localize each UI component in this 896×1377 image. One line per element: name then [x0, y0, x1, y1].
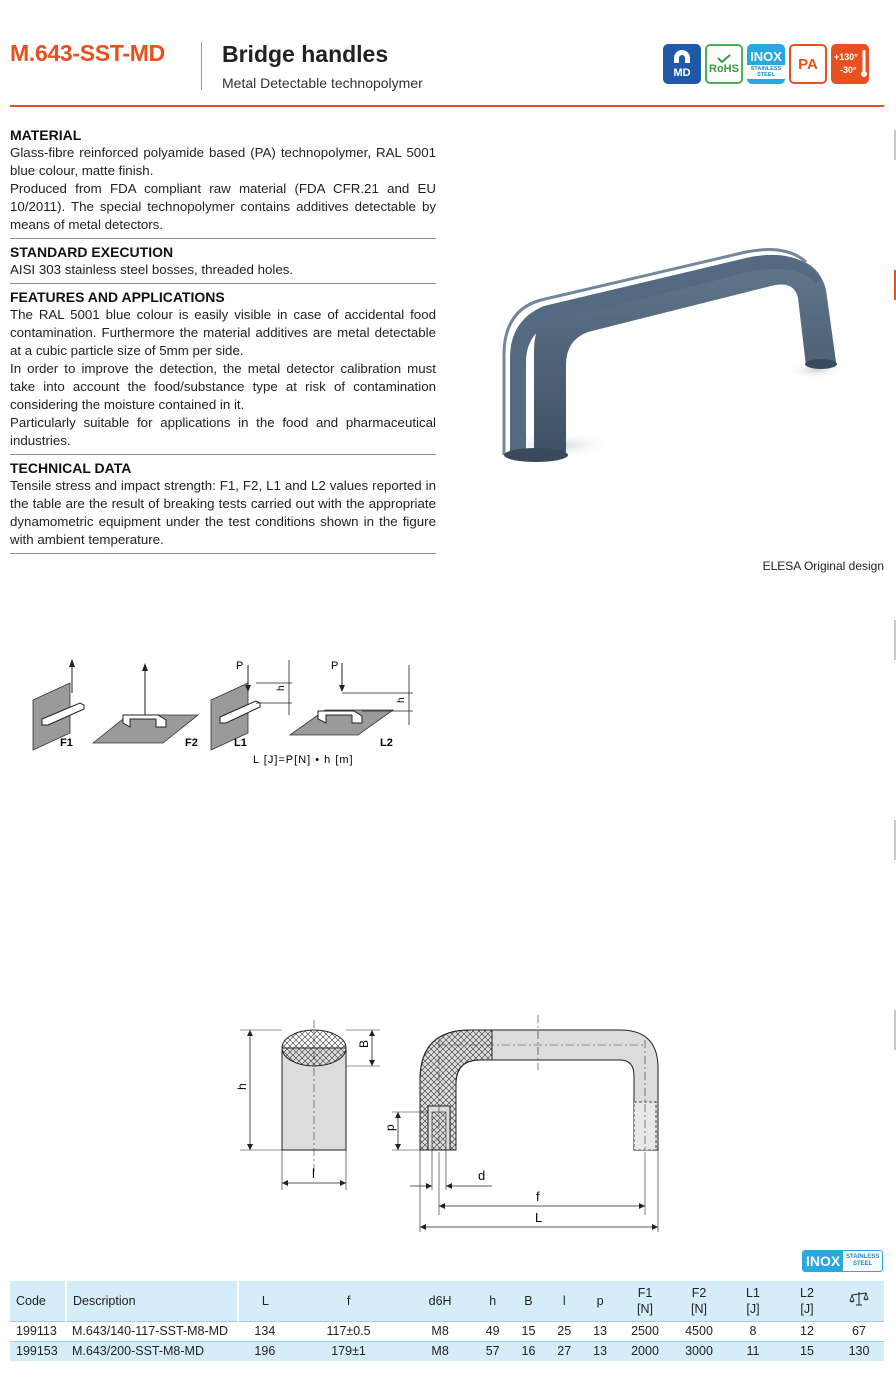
dimension-drawing	[230, 1010, 670, 1235]
col-header-weight	[834, 1281, 884, 1321]
table-cell: 11	[726, 1341, 780, 1361]
section-heading: STANDARD EXECUTION	[10, 244, 174, 260]
pa-badge	[789, 44, 827, 84]
dim-p: p	[383, 1124, 397, 1131]
front-view	[383, 1015, 658, 1232]
inox-tag-sub: STAINLESS STEEL	[846, 1254, 880, 1267]
section-heading: MATERIAL	[10, 127, 82, 143]
col-header: l	[546, 1281, 582, 1321]
magnet-icon	[671, 49, 693, 67]
table-cell: 4500	[672, 1321, 726, 1341]
section-paragraph: Produced from FDA compliant raw material (FDA CFR.21 and EU 10/2011). The special technopolymer contains additives detectable by means of metal detectors.	[10, 181, 436, 232]
table-cell: 179±1	[292, 1341, 406, 1361]
section-standard-execution	[10, 244, 436, 279]
inox-badge	[747, 44, 785, 84]
table-cell: 199113	[10, 1321, 66, 1341]
check-icon	[717, 54, 731, 63]
test-h-label: h	[276, 685, 287, 691]
dim-L: L	[535, 1210, 543, 1225]
md-badge	[663, 44, 701, 84]
table-cell: 15	[511, 1321, 547, 1341]
table-cell: M8	[405, 1321, 474, 1341]
inox-tag-label: INOX	[803, 1251, 843, 1271]
section-features	[10, 289, 436, 450]
product-code: M.643-SST-MD	[10, 40, 165, 66]
table-cell: 67	[834, 1321, 884, 1341]
col-header-text: L2 [J]	[800, 1285, 814, 1316]
temperature-badge	[831, 44, 869, 84]
col-header: B	[511, 1281, 547, 1321]
col-header-text: F1 [N]	[637, 1285, 653, 1316]
section-material	[10, 127, 436, 234]
table-row	[10, 1341, 884, 1361]
table-cell: 49	[475, 1321, 511, 1341]
table-cell: 199153	[10, 1341, 66, 1361]
md-badge-label: MD	[673, 67, 691, 79]
product-photo	[496, 240, 846, 470]
section-technical-data	[10, 460, 436, 549]
inox-badge-label: INOX	[750, 48, 782, 64]
temp-high: +130°	[834, 52, 858, 62]
table-cell: 130	[834, 1341, 884, 1361]
dim-d: d	[478, 1168, 486, 1183]
table-cell: 12	[780, 1321, 834, 1341]
test-diagrams	[28, 655, 428, 770]
table-cell: 2500	[618, 1321, 672, 1341]
test-p-label: P	[331, 660, 339, 672]
col-header: Code	[10, 1281, 66, 1321]
test-formula: L [J]=P[N] • h [m]	[253, 754, 354, 766]
col-header: Description	[66, 1281, 238, 1321]
weight-icon	[849, 1291, 869, 1307]
section-paragraph: Glass-fibre reinforced polyamide based (PA) technopolymer, RAL 5001 blue colour, matte finish.	[10, 145, 436, 178]
test-figure-f2	[93, 663, 198, 749]
divider	[10, 553, 436, 554]
test-p-label: P	[236, 660, 244, 672]
col-header-l1	[726, 1281, 780, 1321]
rohs-badge	[705, 44, 743, 84]
section-paragraph: The RAL 5001 blue colour is easily visible in case of accidental food contamination. Furthermore the material additives are metal detectable at a cubic particle size of 5mm per side.	[10, 307, 436, 358]
col-header-f2	[672, 1281, 726, 1321]
spec-table	[10, 1281, 884, 1361]
col-header: p	[582, 1281, 618, 1321]
table-cell: M8	[405, 1341, 474, 1361]
table-header-row	[10, 1281, 884, 1321]
col-header: h	[475, 1281, 511, 1321]
test-figure-l1	[211, 660, 292, 750]
table-cell: 27	[546, 1341, 582, 1361]
table-cell: 8	[726, 1321, 780, 1341]
table-cell: 15	[780, 1341, 834, 1361]
page-subtitle: Metal Detectable technopolymer	[222, 75, 423, 91]
description-column	[10, 127, 436, 559]
test-label-f2: F2	[185, 737, 198, 749]
dim-h: h	[235, 1083, 249, 1090]
photo-caption: ELESA Original design	[762, 559, 884, 573]
dim-f: f	[536, 1189, 540, 1204]
table-cell: 117±0.5	[292, 1321, 406, 1341]
inox-badge-sub: STAINLESS STEEL	[747, 65, 785, 79]
side-view	[235, 1020, 380, 1190]
section-paragraph: Tensile stress and impact strength: F1, F2, L1 and L2 values reported in the table are the result of breaking tests carried out with the appropriate dynamometric equipment under the test conditions shown in the figure with ambient temperature.	[10, 478, 436, 547]
test-figure-f1	[33, 659, 84, 750]
inox-tag	[802, 1250, 883, 1272]
page-title: Bridge handles	[222, 41, 389, 67]
section-heading: FEATURES AND APPLICATIONS	[10, 289, 225, 305]
section-paragraph: In order to improve the detection, the metal detector calibration must take into account the food/substance type at risk of contamination considering the moisture contained in it.	[10, 361, 436, 412]
table-cell: 25	[546, 1321, 582, 1341]
header-rule	[10, 105, 884, 107]
table-cell: 57	[475, 1341, 511, 1361]
title-separator	[201, 42, 202, 90]
table-cell: 134	[238, 1321, 292, 1341]
table-cell: 2000	[618, 1341, 672, 1361]
col-header: d6H	[405, 1281, 474, 1321]
divider	[10, 238, 436, 239]
col-header-text: L1 [J]	[746, 1285, 760, 1316]
thermometer-icon	[861, 50, 867, 78]
section-paragraph: Particularly suitable for applications in the food and pharmaceutical industries.	[10, 415, 436, 448]
col-header-f1	[618, 1281, 672, 1321]
table-cell: M.643/200-SST-M8-MD	[66, 1341, 238, 1361]
table-cell: 16	[511, 1341, 547, 1361]
test-figure-l2	[290, 660, 413, 749]
badge-group	[663, 44, 869, 84]
dim-B: B	[357, 1039, 371, 1048]
temp-low: -30°	[840, 65, 857, 75]
table-cell: 13	[582, 1341, 618, 1361]
divider	[10, 454, 436, 455]
divider	[10, 283, 436, 284]
table-cell: 196	[238, 1341, 292, 1361]
col-header: f	[292, 1281, 406, 1321]
section-heading: TECHNICAL DATA	[10, 460, 132, 476]
test-label-l2: L2	[380, 737, 393, 749]
col-header-text: F2 [N]	[691, 1285, 707, 1316]
table-cell: 3000	[672, 1341, 726, 1361]
section-paragraph: AISI 303 stainless steel bosses, threaded holes.	[10, 262, 294, 277]
test-label-f1: F1	[60, 737, 73, 749]
test-h-label: h	[396, 697, 407, 703]
table-cell: M.643/140-117-SST-M8-MD	[66, 1321, 238, 1341]
col-header: L	[238, 1281, 292, 1321]
dim-l: l	[312, 1166, 315, 1181]
table-cell: 13	[582, 1321, 618, 1341]
table-row	[10, 1321, 884, 1341]
pa-badge-label: PA	[798, 55, 818, 73]
test-label-l1: L1	[234, 737, 247, 749]
col-header-l2	[780, 1281, 834, 1321]
rohs-badge-label: RoHS	[709, 62, 739, 75]
